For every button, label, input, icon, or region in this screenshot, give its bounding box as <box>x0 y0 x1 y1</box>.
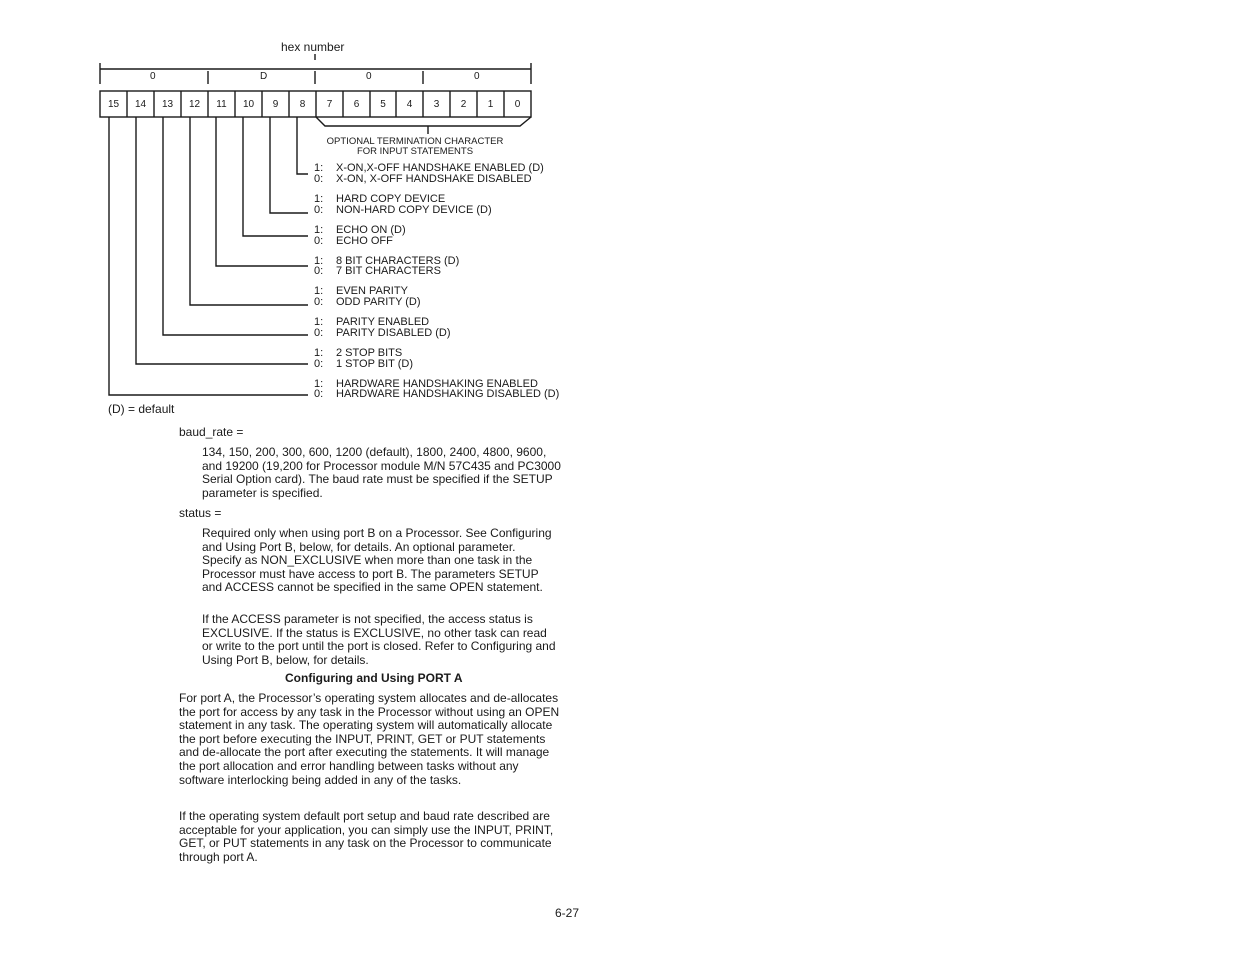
bit15-zero: HARDWARE HANDSHAKING DISABLED (D) <box>336 388 560 400</box>
bit-number: 15 <box>107 99 120 110</box>
zero-prefix: 0: <box>314 265 324 277</box>
bit-number: 11 <box>216 99 227 110</box>
bit11-zero: 7 BIT CHARACTERS <box>336 265 441 277</box>
zero-prefix: 0: <box>314 327 324 339</box>
hex-number-label: hex number <box>281 40 345 54</box>
bit-register-diagram <box>0 0 1235 420</box>
bit-number: 0 <box>514 99 521 110</box>
zero-prefix: 0: <box>314 204 324 216</box>
bit-number: 6 <box>353 99 360 110</box>
baud-rate-description: 134, 150, 200, 300, 600, 1200 (default), 1800, 2400, 4800, 9600, and 19200 (19,200 for Processor module M/N 57C435 and PC3000 Serial Option card). The baud rate must be specified if the SETUP parameter is specified. <box>202 445 561 500</box>
hex-digit: 0 <box>474 71 480 82</box>
status-description: Required only when using port B on a Processor. See Configuring and Using Port B, below, for details. An optional parameter. Specify as NON_EXCLUSIVE when more than one task in the Processor must have access to port B. The parameters SETUP and ACCESS cannot be specified in the same OPEN statement. <box>202 526 552 595</box>
port-a-paragraph-2: If the operating system default port setup and baud rate described are acceptable for your application, you can simply use the INPUT, PRINT, GET, or PUT statements in any task on the Processor to communicate through port A. <box>179 809 554 864</box>
one-prefix: 1: <box>314 224 324 236</box>
bit-number: 4 <box>406 99 413 110</box>
one-prefix: 1: <box>314 162 324 174</box>
zero-prefix: 0: <box>314 388 324 400</box>
access-description: If the ACCESS parameter is not specified, the access status is EXCLUSIVE. If the status is EXCLUSIVE, no other task can read or write to the port until the port is closed. Refer to Configuring and Using Port B, below, for details. <box>202 612 556 667</box>
one-prefix: 1: <box>314 255 324 267</box>
bit8-one: X-ON,X-OFF HANDSHAKE ENABLED (D) <box>336 162 544 174</box>
default-note: (D) = default <box>108 402 175 416</box>
termination-label: FOR INPUT STATEMENTS <box>356 146 474 157</box>
status-label: status = <box>179 506 222 520</box>
hex-digit: 0 <box>150 71 156 82</box>
bit15-one: HARDWARE HANDSHAKING ENABLED <box>336 378 538 390</box>
one-prefix: 1: <box>314 193 324 205</box>
section-heading: Configuring and Using PORT A <box>285 671 463 685</box>
zero-prefix: 0: <box>314 173 324 185</box>
bit8-zero: X-ON, X-OFF HANDSHAKE DISABLED <box>336 173 532 185</box>
zero-prefix: 0: <box>314 235 324 247</box>
bit-number: 2 <box>460 99 467 110</box>
bit-number: 12 <box>188 99 201 110</box>
termination-label: OPTIONAL TERMINATION CHARACTER <box>326 136 504 147</box>
bit14-zero: 1 STOP BIT (D) <box>336 358 414 370</box>
bit-number: 8 <box>299 99 306 110</box>
one-prefix: 1: <box>314 347 324 359</box>
bit12-one: EVEN PARITY <box>336 285 408 297</box>
bit-number: 5 <box>380 99 386 110</box>
one-prefix: 1: <box>314 316 324 328</box>
bit-number: 7 <box>326 99 333 110</box>
bit-number: 14 <box>134 99 147 110</box>
bit14-one: 2 STOP BITS <box>336 347 403 359</box>
bit13-zero: PARITY DISABLED (D) <box>336 327 451 339</box>
hex-digit: 0 <box>366 71 372 82</box>
bit10-zero: ECHO OFF <box>336 235 393 247</box>
bit12-zero: ODD PARITY (D) <box>336 296 421 308</box>
hex-digit: D <box>260 71 268 82</box>
one-prefix: 1: <box>314 378 324 390</box>
page-number: 6-27 <box>555 906 580 920</box>
bit10-one: ECHO ON (D) <box>336 224 406 236</box>
bit9-one: HARD COPY DEVICE <box>336 193 446 205</box>
one-prefix: 1: <box>314 285 324 297</box>
baud-rate-label: baud_rate = <box>179 425 244 439</box>
zero-prefix: 0: <box>314 296 324 308</box>
bit9-zero: NON-HARD COPY DEVICE (D) <box>336 204 492 216</box>
port-a-paragraph-1: For port A, the Processor’s operating system allocates and de-allocates the port for access by any task in the Processor without using an OPEN statement in any task. The operating system will automatically allocate the port before executing the INPUT, PRINT, GET or PUT statements and de-allocate the port after executing the statements. It will manage the port allocation and error handling between tasks without any software interlocking being added in any of the tasks. <box>179 691 560 787</box>
bit-number: 9 <box>272 99 279 110</box>
bit-number: 10 <box>242 99 255 110</box>
bit-number: 13 <box>161 99 174 110</box>
zero-prefix: 0: <box>314 358 324 370</box>
bit-number: 1 <box>487 99 494 110</box>
bit-number: 3 <box>433 99 440 110</box>
bit13-one: PARITY ENABLED <box>336 316 430 328</box>
bit11-one: 8 BIT CHARACTERS (D) <box>336 255 460 267</box>
